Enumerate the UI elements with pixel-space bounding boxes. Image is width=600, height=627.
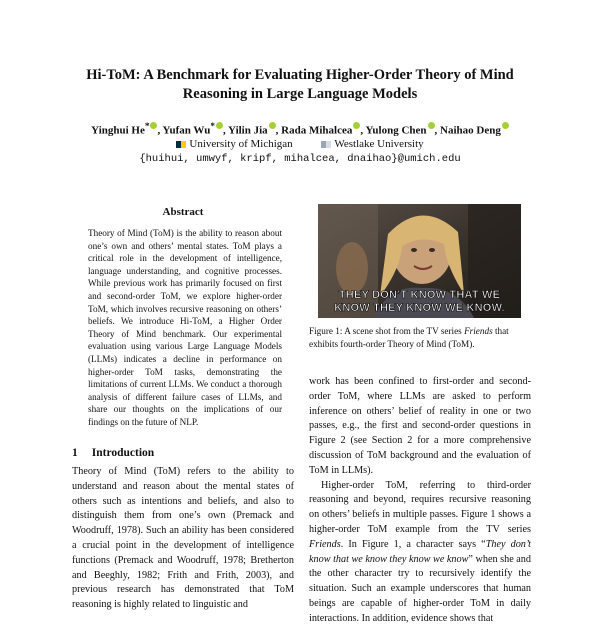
title-benchmark-name: Hi-ToM: [86, 67, 136, 83]
scene-image-illustration: [318, 204, 521, 318]
author-emails[interactable]: {huihui, umwyf, kripf, mihalcea, dnaihao}@umich.edu: [139, 153, 461, 165]
para2-italic-friends: Friends: [309, 538, 341, 550]
affiliation-michigan: University of Michigan: [189, 138, 293, 150]
figure-friends-scene: [318, 204, 521, 318]
para2-part-a: Higher-order ToM, referring to third-order reasoning and beyond, requires recursive reasoning on others’ beliefs in multiple passes. Figure 1 shows a higher-order ToM example from the TV series: [309, 479, 531, 535]
author-name: Yilin Jia: [228, 124, 268, 137]
section-title: Introduction: [91, 447, 155, 459]
caption-italic: Friends: [464, 326, 493, 336]
meme-caption-line2: KNOW THEY KNOW WE KNOW.: [334, 302, 505, 314]
right-column-text: [309, 375, 531, 627]
figure-caption: [309, 325, 531, 350]
author-mark: *: [144, 121, 150, 131]
orcid-icon[interactable]: [216, 122, 223, 129]
affiliations: [20, 138, 580, 150]
abstract-heading: Abstract: [162, 206, 204, 218]
paper-title: [40, 66, 560, 104]
right-paragraph-2: [309, 479, 531, 627]
author-name: Yufan Wu: [162, 124, 211, 137]
right-paragraph-1: work has been confined to first-order and second-order ToM, where LLMs are asked to perform inference on others’ belief of reality in one or two passes, e.g., the first and second-order questions in Figure 2 (see Section 2 for a more comprehensive discussion of ToM background and the evaluation of ToM in LLMs).: [309, 376, 531, 476]
michigan-affiliation-icon: [176, 141, 186, 148]
author-list: Yinghui He* , Yufan Wu* , Yilin Jia , Rada Mihalcea , Yulong Chen , Naihao Deng: [20, 121, 580, 137]
westlake-affiliation-icon: [321, 141, 331, 148]
title-line1-rest: : A Benchmark for Evaluating Higher-Order Theory of Mind: [135, 67, 514, 83]
author-name: Rada Mihalcea: [281, 124, 353, 137]
section-heading: [72, 447, 154, 459]
author-name: Yulong Chen: [365, 124, 427, 137]
abstract-text: Theory of Mind (ToM) is the ability to reason about one’s own and others’ mental states. ToM plays a critical role in the development of intelligence, language understanding, and cognitive processes. While previous work has primarily focused on first and second-order ToM, we explore higher-order ToM, which involves recursive reasoning on others’ beliefs. We introduce Hi-ToM, a Higher Order Theory of Mind benchmark. Our experimental evaluation using various Large Language Models (LLMs) indicates a decline in performance on higher-order ToM tasks, demonstrating the limitations of current LLMs. We conduct a thorough analysis of different failure cases of LLMs, and share our thoughts on the implications of our findings on the future of NLP.: [88, 228, 282, 427]
author-name: Yinghui He: [91, 124, 145, 137]
affiliation-westlake: Westlake University: [334, 138, 424, 150]
caption-prefix: Figure 1: A scene shot from the TV series: [309, 326, 465, 336]
para2-italic-quote: They don’t know that we know they know we know: [309, 538, 531, 565]
author-name: Naihao Deng: [440, 124, 501, 137]
orcid-icon[interactable]: [269, 122, 276, 129]
section-number: 1: [72, 447, 78, 459]
caption-suffix: that exhibits fourth-order Theory of Mind (ToM).: [309, 326, 509, 349]
intro-paragraph: Theory of Mind (ToM) refers to the ability to understand and reason about the mental states of others such as intentions and beliefs, and also to distinguish them from one’s own (Premack and Woodruff, 1978). Such an ability has been considered a crucial point in the development of intelligence functions (Premack and Woodruff, 1978; Bretherton and Beeghly, 1982; Frith and Frith, 2003), and previous research has demonstrated that ToM reasoning is highly related to linguistic and: [72, 466, 294, 611]
meme-caption-line1: THEY DON’T KNOW THAT WE: [338, 289, 501, 301]
orcid-icon[interactable]: [428, 122, 435, 129]
orcid-icon[interactable]: [502, 122, 509, 129]
para2-part-b: . In Figure 1, a character says “: [340, 538, 486, 550]
title-line2: Reasoning in Large Language Models: [182, 86, 418, 102]
para2-part-c: ” when she and the other character try to recursively identify the situation. Such an example underscores that human beings are capable of higher-order ToM in daily interactions. In addition, evidence shows that: [309, 553, 531, 624]
author-mark: *: [210, 121, 215, 131]
